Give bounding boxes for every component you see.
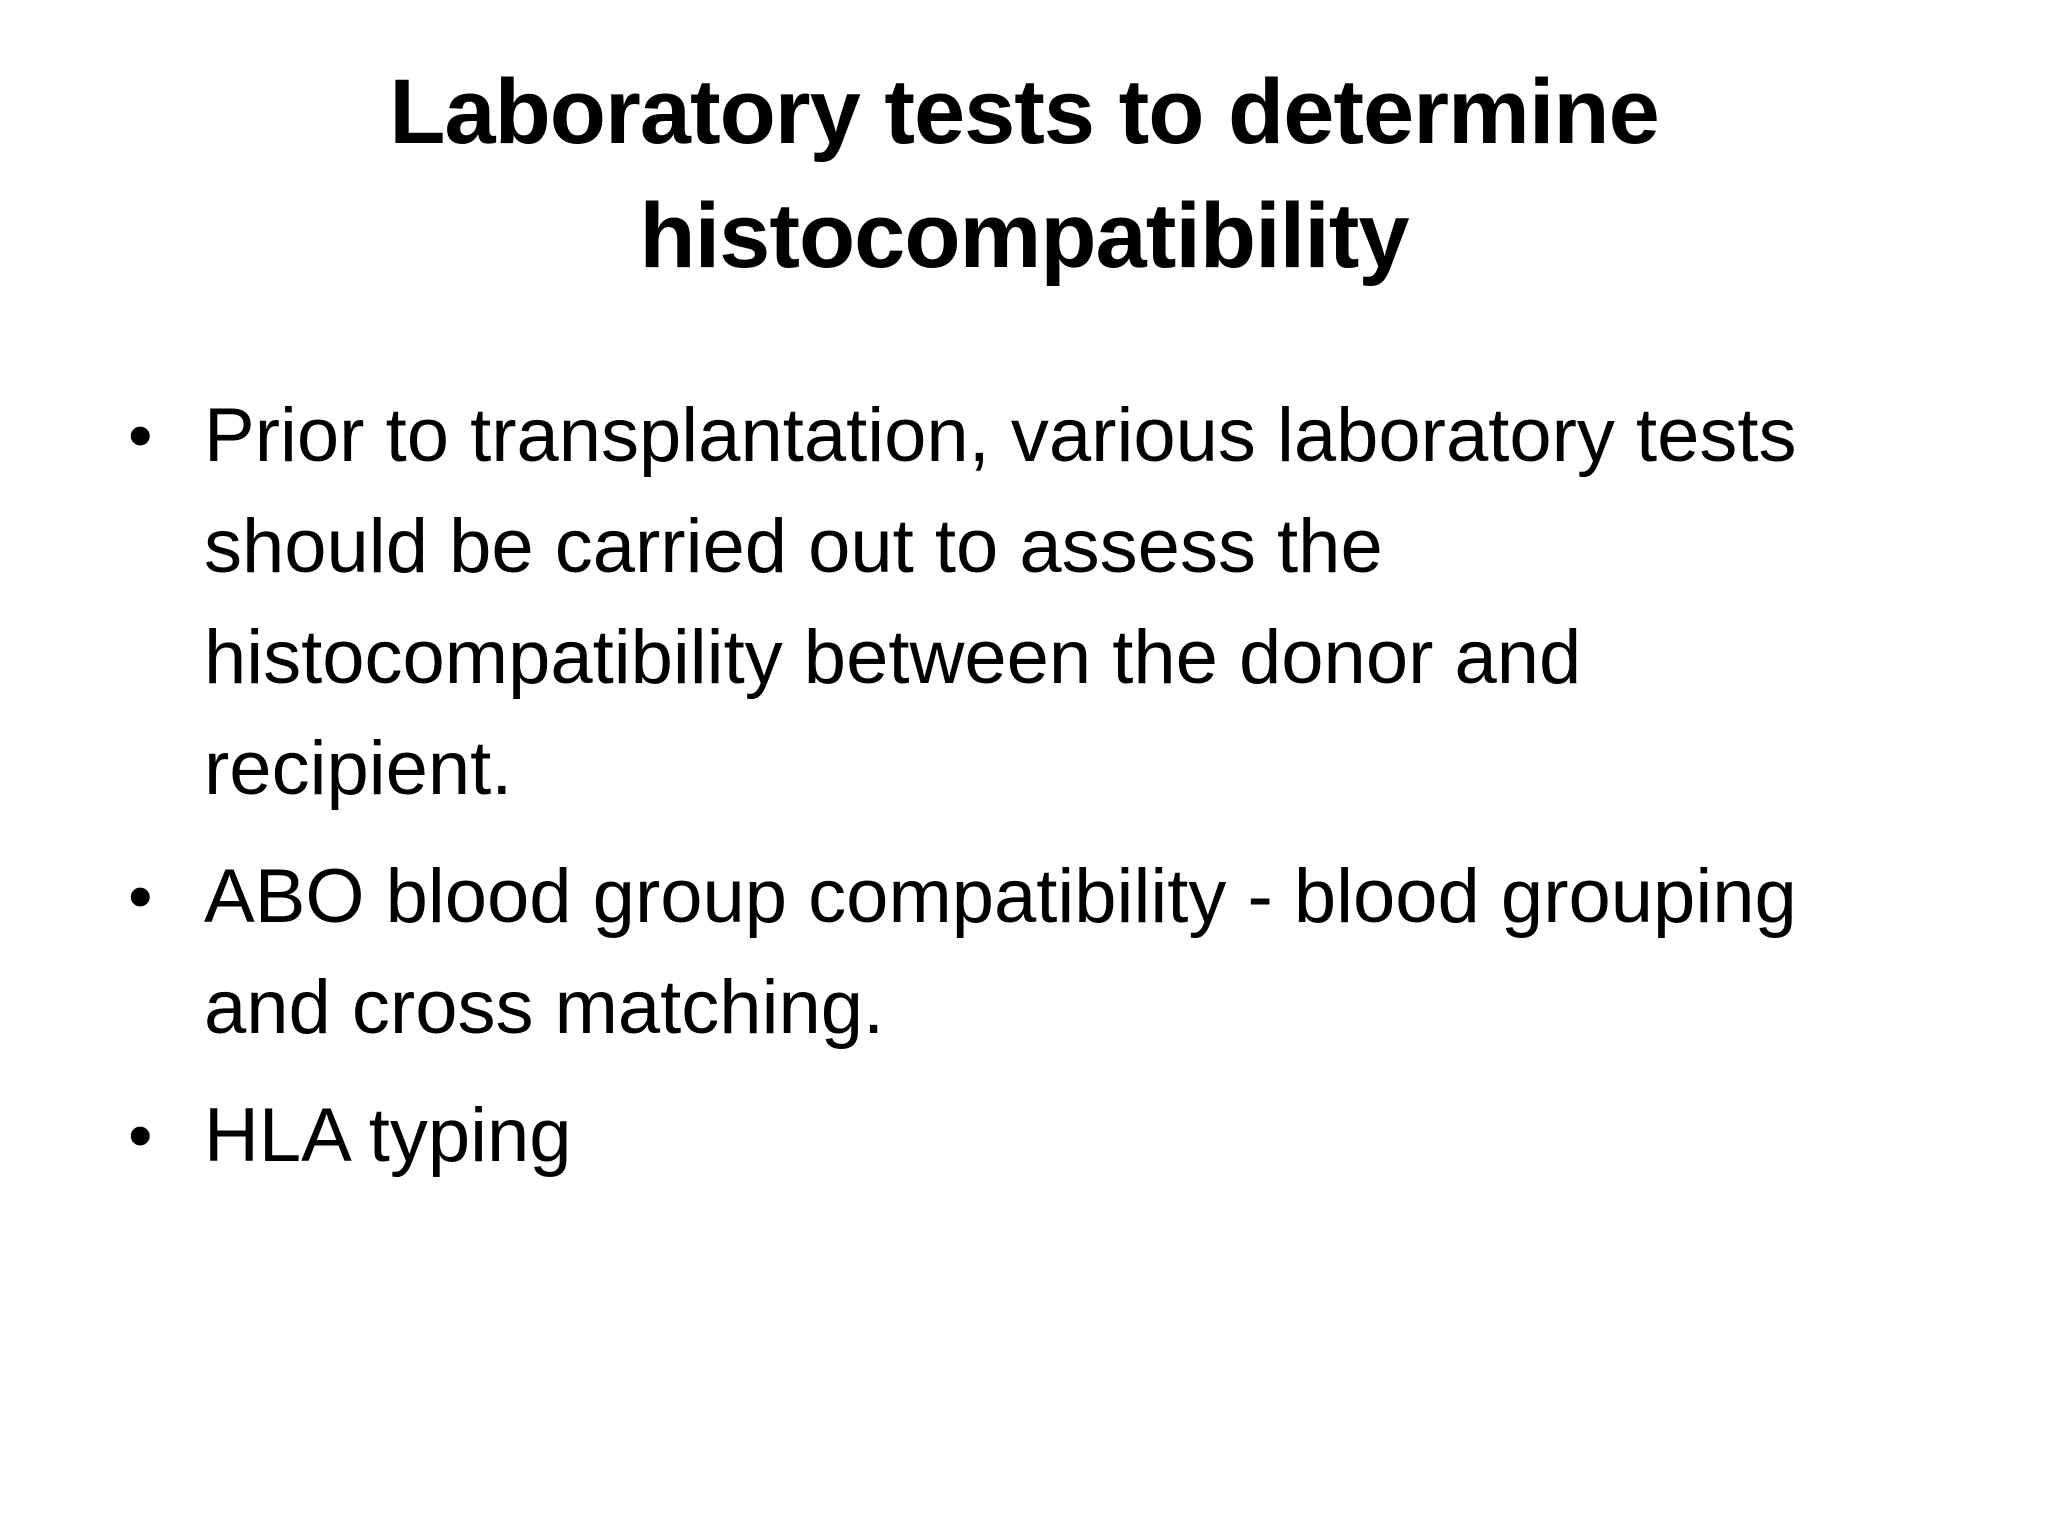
bullet-text: Prior to transplantation, various laboratory tests should be carried out to assess the histocompatibility between the donor and recipient. (204, 393, 1797, 811)
bullet-icon: • (128, 1096, 153, 1174)
bullet-text: HLA typing (204, 1093, 572, 1178)
bullet-list (120, 380, 1840, 1208)
slide-title: Laboratory tests to determine histocompatibility (389, 61, 1659, 287)
list-item (120, 380, 1840, 824)
list-item (120, 841, 1840, 1063)
bullet-text: ABO blood group compatibility - blood grouping and cross matching. (204, 854, 1797, 1050)
list-item (120, 1080, 1840, 1191)
bullet-icon: • (128, 857, 153, 935)
bullet-icon: • (128, 396, 153, 474)
